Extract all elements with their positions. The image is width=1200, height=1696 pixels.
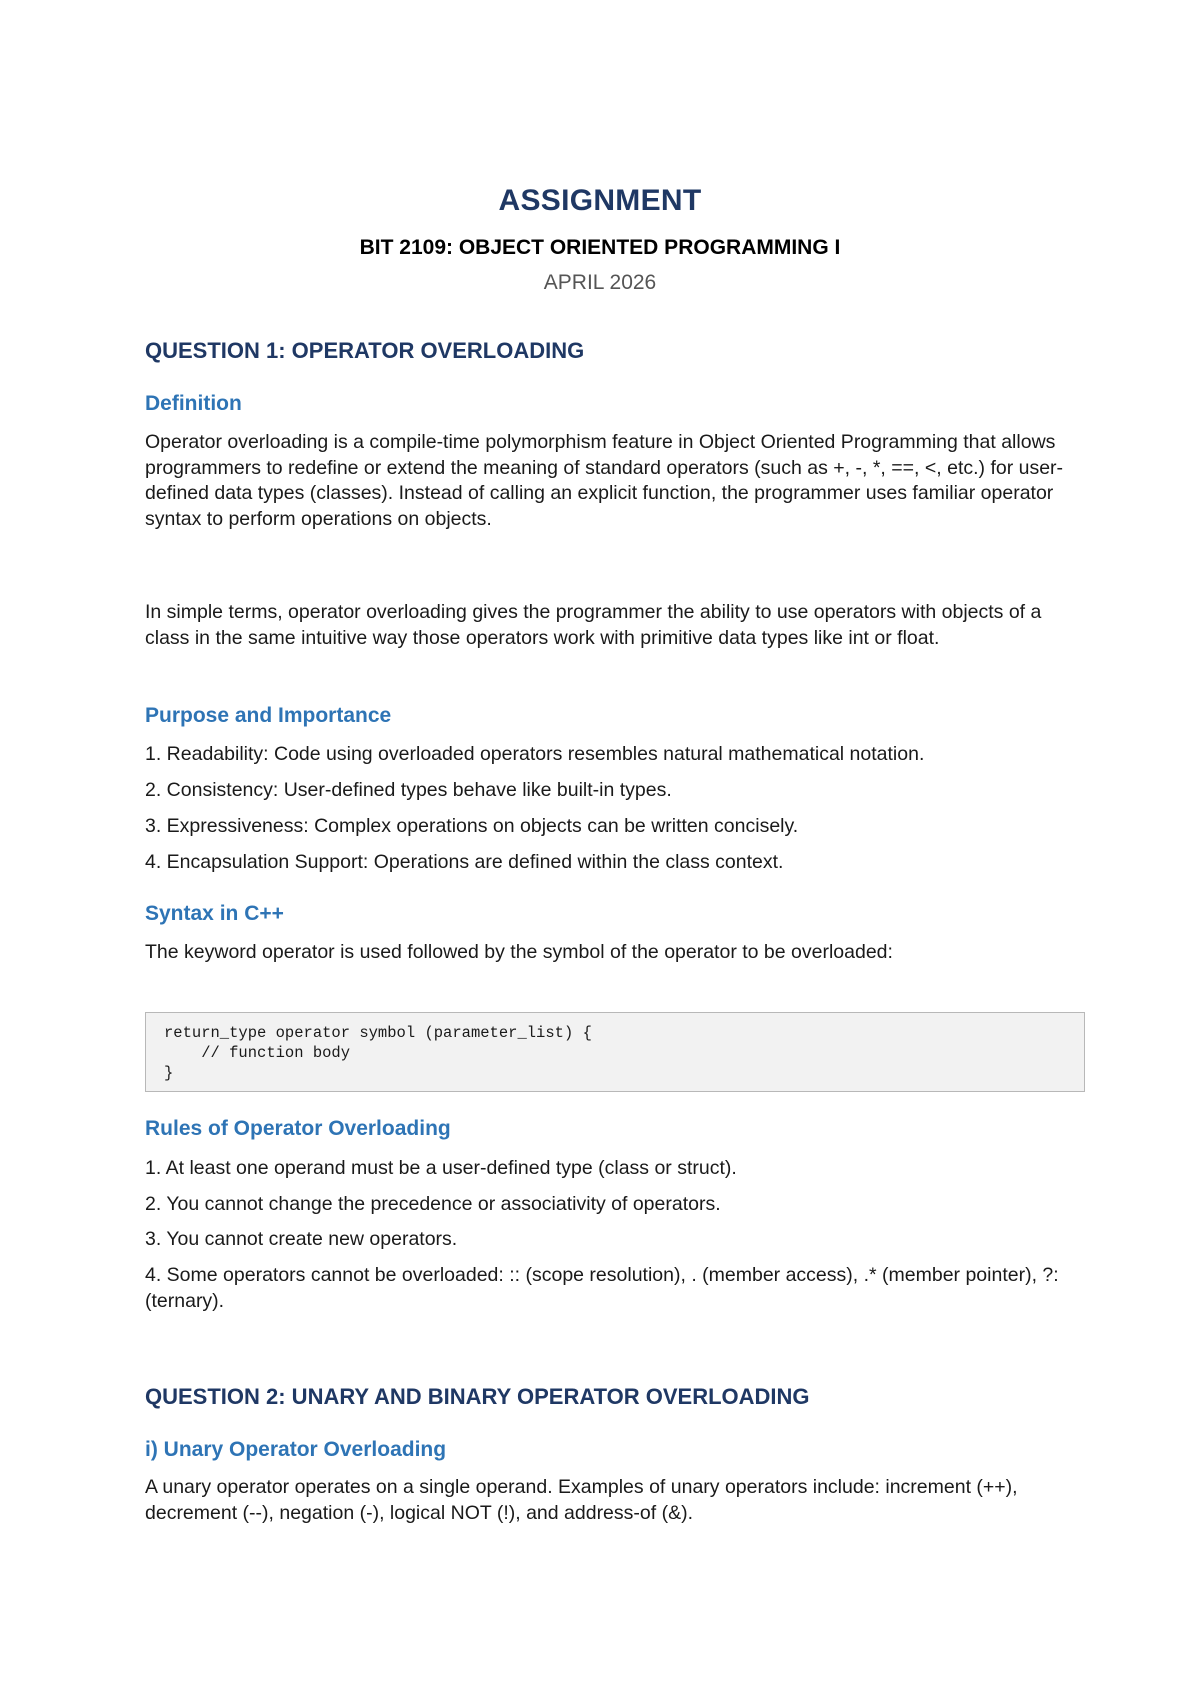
purpose-item: 1. Readability: Code using overloaded operators resembles natural mathematical notation.: [145, 743, 925, 765]
syntax-intro: The keyword operator is used followed by the symbol of the operator to be overloaded:: [145, 941, 893, 963]
document-title: ASSIGNMENT: [498, 184, 702, 217]
code-line: // function body: [164, 1044, 351, 1062]
document-date: APRIL 2026: [543, 271, 657, 294]
code-block: [145, 1012, 1085, 1092]
syntax-heading: Syntax in C++: [145, 902, 284, 925]
rules-heading: Rules of Operator Overloading: [145, 1117, 451, 1140]
course-title: BIT 2109: OBJECT ORIENTED PROGRAMMING I: [359, 236, 841, 259]
unary-heading: i) Unary Operator Overloading: [145, 1438, 447, 1461]
code-line: }: [164, 1064, 174, 1082]
unary-paragraph: A unary operator operates on a single operand. Examples of unary operators include: increment (++), decrement (--), negation (-), logical NOT (!), and address-of (&).: [145, 1476, 1018, 1524]
rules-item: 4. Some operators cannot be overloaded: :: (scope resolution), . (member access), .* (member pointer), ?: (ternary).: [145, 1264, 1059, 1312]
purpose-item: 3. Expressiveness: Complex operations on objects can be written concisely.: [145, 815, 799, 837]
rules-item: 1. At least one operand must be a user-defined type (class or struct).: [145, 1157, 737, 1179]
definition-heading: Definition: [145, 392, 242, 415]
code-line: return_type operator symbol (parameter_list) {: [164, 1024, 592, 1042]
rules-item: 2. You cannot change the precedence or associativity of operators.: [145, 1193, 721, 1215]
definition-paragraph-2: In simple terms, operator overloading gives the programmer the ability to use operators with objects of a class in the same intuitive way those operators work with primitive data types like int or float.: [145, 601, 1042, 649]
question-1-heading: QUESTION 1: OPERATOR OVERLOADING: [145, 338, 585, 363]
purpose-heading: Purpose and Importance: [145, 704, 392, 727]
rules-item: 3. You cannot create new operators.: [145, 1228, 458, 1250]
purpose-item: 4. Encapsulation Support: Operations are defined within the class context.: [145, 851, 784, 873]
definition-paragraph-1: Operator overloading is a compile-time polymorphism feature in Object Oriented Programming that allows programmers to redefine or extend the meaning of standard operators (such as +, -, *, ==, <, etc.) for user-defined data types (classes). Instead of calling an explicit function, the programmer uses familiar operator syntax to perform operations on objects.: [145, 431, 1064, 530]
purpose-item: 2. Consistency: User-defined types behave like built-in types.: [145, 779, 672, 801]
question-2-heading: QUESTION 2: UNARY AND BINARY OPERATOR OVERLOADING: [145, 1384, 810, 1409]
